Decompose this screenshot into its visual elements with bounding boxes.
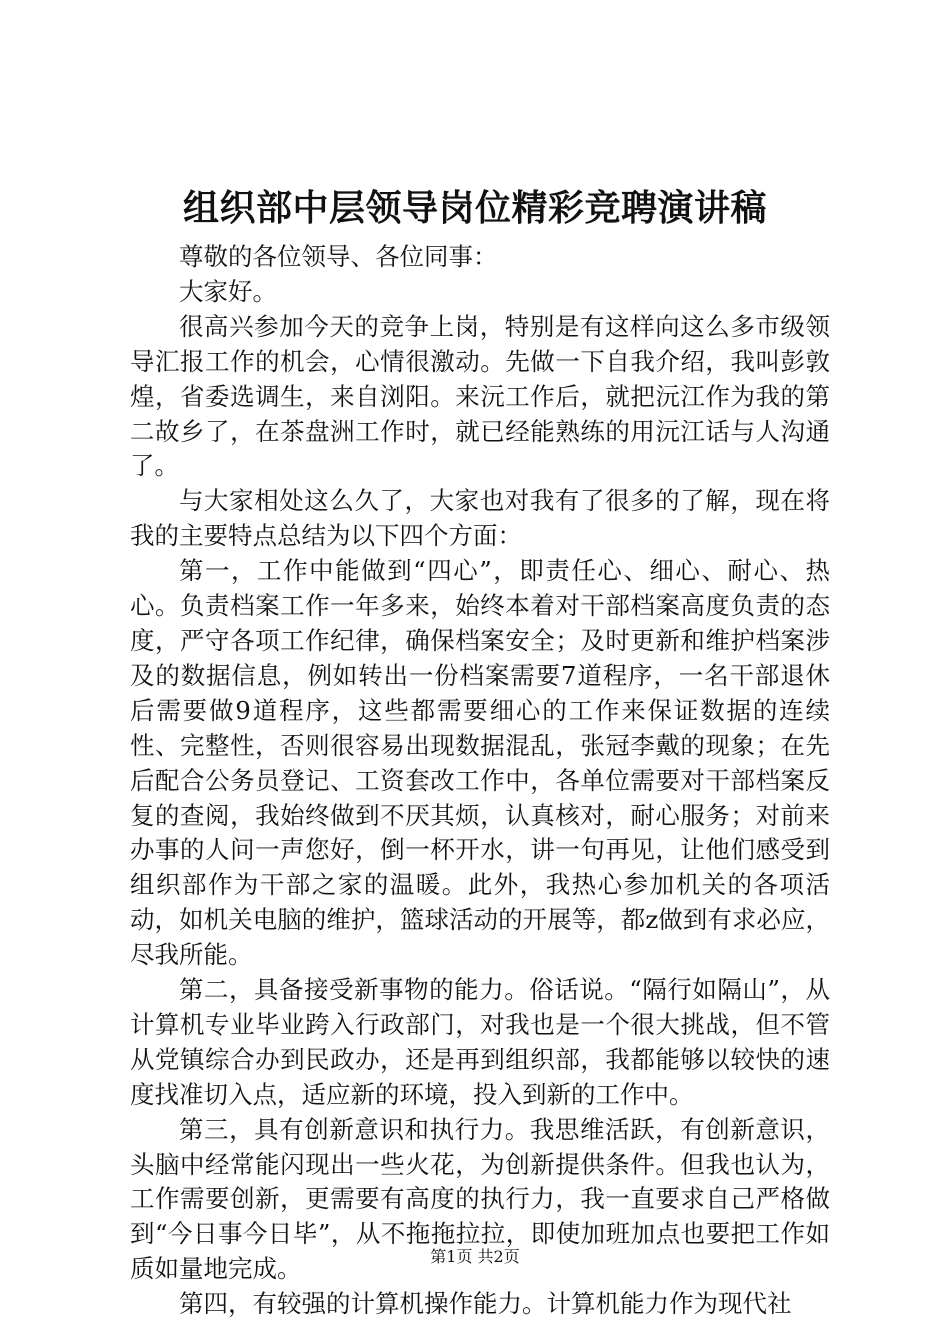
document-body	[130, 240, 830, 1322]
paragraph-point-three: 第三，具有创新意识和执行力。我思维活跃，有创新意识，头脑中经常能闪现出一些火花，为创新提供条件。但我也认为，工作需要创新，更需要有高度的执行力，我一直要求自己严格做到“今日事今日毕”，从不拖拖拉拉，即使加班加点也要把工作如质如量地完成。	[130, 1114, 830, 1284]
page-footer: 第1页 共2页	[430, 1247, 520, 1266]
paragraph-point-one: 第一，工作中能做到“四心”，即责任心、细心、耐心、热心。负责档案工作一年多来，始终本着对干部档案高度负责的态度，严守各项工作纪律，确保档案安全；及时更新和维护档案涉及的数据信息，例如转出一份档案需要7道程序，一名干部退休后需要做9道程序，这些都需要细心的工作来保证数据的连续性、完整性，否则很容易出现数据混乱，张冠李戴的现象；在先后配合公务员登记、工资套改工作中，各单位需要对干部档案反复的查阅，我始终做到不厌其烦，认真核对，耐心服务；对前来办事的人问一声您好，倒一杯开水，讲一句再见，让他们感受到组织部作为干部之家的温暖。此外，我热心参加机关的各项活动，如机关电脑的维护，篮球活动的开展等，都z做到有求必应，尽我所能。	[130, 556, 830, 970]
greeting: 大家好。	[179, 276, 277, 306]
paragraph-point-two: 第二，具备接受新事物的能力。俗话说。“隔行如隔山”，从计算机专业毕业跨入行政部门，对我也是一个很大挑战，但不管从党镇综合办到民政办，还是再到组织部，我都能够以较快的速度找准切入点，适应新的环境，投入到新的工作中。	[130, 975, 830, 1109]
page-title: 组织部中层领导岗位精彩竞聘演讲稿	[182, 187, 767, 229]
paragraph-summary: 与大家相处这么久了，大家也对我有了很多的了解，现在将我的主要特点总结为以下四个方面：	[130, 486, 830, 551]
paragraph-point-four: 第四，有较强的计算机操作能力。计算机能力作为现代社	[179, 1289, 792, 1319]
salutation: 尊敬的各位领导、各位同事：	[179, 242, 498, 271]
paragraph-intro: 很高兴参加今天的竞争上岗，特别是有这样向这么多市级领导汇报工作的机会，心情很激动。先做一下自我介绍，我叫彭敦煌，省委选调生，来自浏阳。来沅工作后，就把沅江作为我的第二故乡了，在茶盘洲工作时，就已经能熟练的用沅江话与人沟通了。	[130, 311, 830, 481]
